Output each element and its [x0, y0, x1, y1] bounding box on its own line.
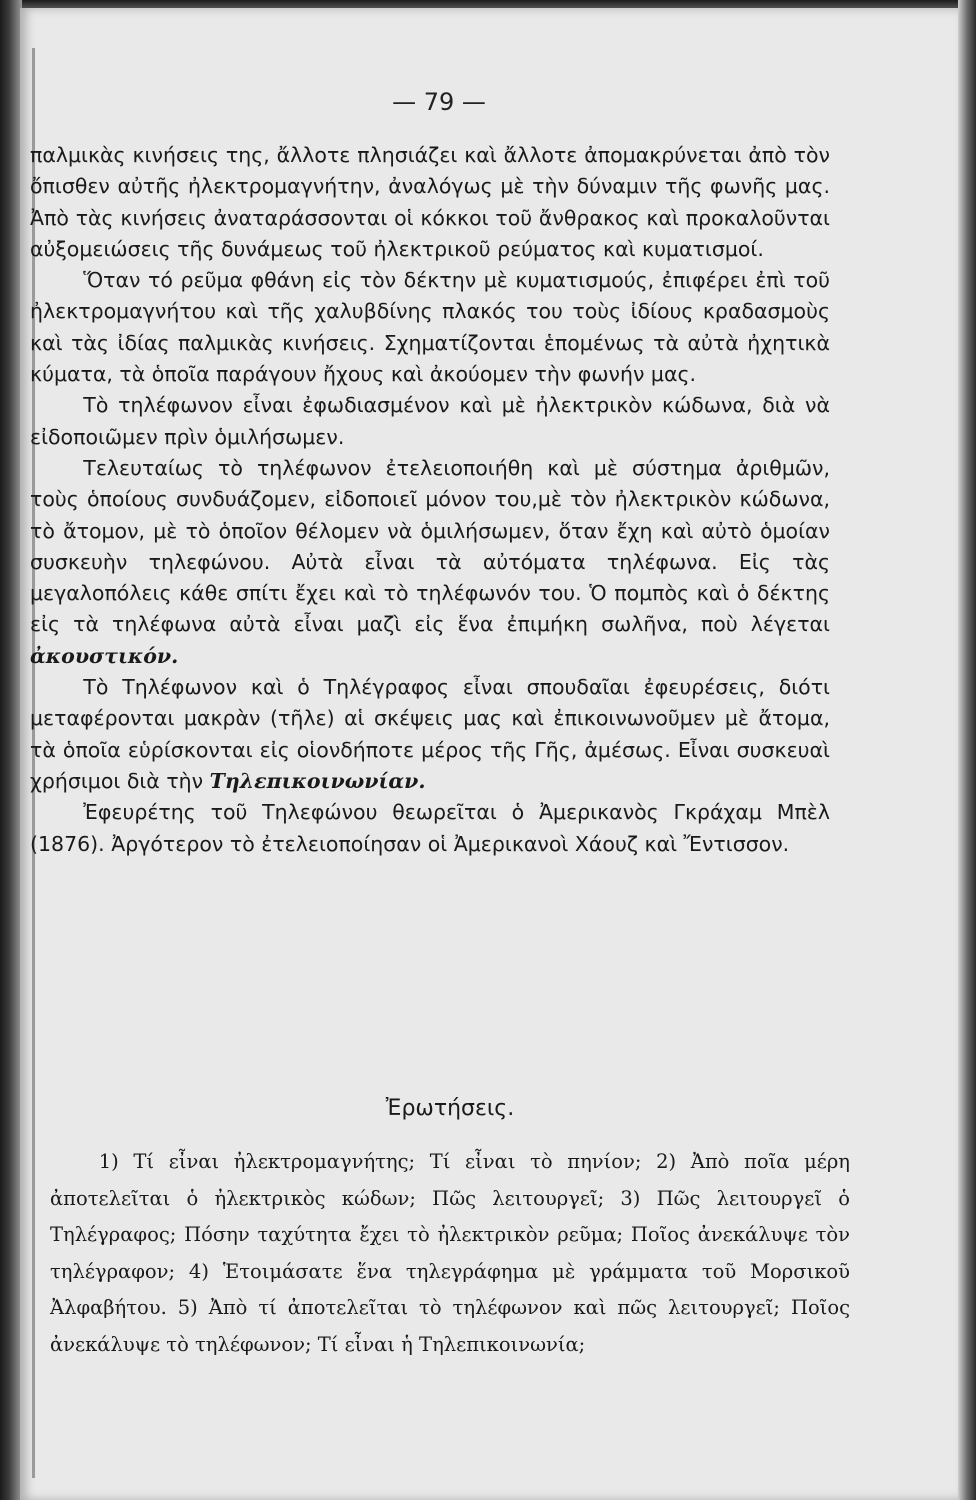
paragraph-2: Ὅταν τό ρεῦμα φθάνη εἰς τὸν δέκτην μὲ κυματισμούς, ἐπιφέρει ἐπὶ τοῦ ἠλεκτρομαγνήτου καὶ τῆς χαλυβδίνης πλακός του τοὺς ἰδίους κραδασμοὺς καὶ τὰς ἰδίας παλμικὰς κινήσεις. Σχηματίζονται ἑπομένως τὰ αὐτὰ ἠχητικὰ κύματα, τὰ ὁποῖα παράγουν ἤχους καὶ ἀκούομεν τὴν φωνήν μας. [30, 268, 830, 387]
book-page [20, 8, 958, 1500]
questions-heading: Ἐρωτήσεις. [385, 1096, 515, 1121]
paragraph-4-text: Τελευταίως τὸ τηλέφωνον ἐτελειοποιήθη καὶ μὲ σύστημα ἀριθμῶν, τοὺς ὁποίους συνδυάζομεν, εἰδοποιεῖ μόνον του,μὲ τὸν ἠλεκτρικὸν κώδωνα, τὸ ἄτομον, μὲ τὸ ὁποῖον θέλομεν νὰ ὁμιλήσωμεν, ὅταν ἔχη καὶ αὐτὸ ὁμοίαν συσκευὴν τηλεφώνου. Αὐτὰ εἶναι τὰ αὐτόματα τηλέφωνα. Εἰς τὰς μεγαλοπόλεις κάθε σπίτι ἔχει καὶ τὸ τηλέφωνόν του. Ὁ πομπὸς καὶ ὁ δέκτης εἰς τὰ τηλέφωνα αὐτὰ εἶναι μαζὶ εἰς ἕνα ἐπιμήκη σωλῆνα, ποὺ λέγεται [30, 455, 830, 637]
scan-right-edge [958, 0, 976, 1500]
questions-text: 1) Τί εἶναι ἠλεκτρομαγνήτης; Τί εἶναι τὸ πηνίον; 2) Ἀπὸ ποῖα μέρη ἀποτελεῖται ὁ ἠλεκτρικὸς κώδων; Πῶς λειτουργεῖ; 3) Πῶς λειτουργεῖ ὁ Τηλέγραφος; Πόσην ταχύτητα ἔχει τὸ ἠλεκτρικὸν ρεῦμα; Ποῖος ἀνεκάλυψε τὸν τηλέγραφον; 4) Ἑτοιμάσατε ἕνα τηλεγράφημα μὲ γράμματα τοῦ Μορσικοῦ Ἀλφαβήτου. 5) Ἀπὸ τί ἀποτελεῖται τὸ τηλέφωνον καὶ πῶς λειτουργεῖ; Ποῖος ἀνεκάλυψε τὸ τηλέφωνον; Τί εἶναι ἡ Τηλεπικοινωνία; [50, 1150, 850, 1356]
paragraph-1: παλμικὰς κινήσεις της, ἄλλοτε πλησιάζει καὶ ἄλλοτε ἀπομακρύνεται ἀπὸ τὸν ὄπισθεν αὐτῆς ἠλεκτρομαγνήτην, ἀναλόγως μὲ τὴν δύναμιν τῆς φωνῆς μας. Ἀπὸ τὰς κινήσεις ἀναταράσσονται οἱ κόκκοι τοῦ ἄνθρακος καὶ προκαλοῦνται αὐξομειώσεις τῆς δυνάμεως τοῦ ἠλεκτρικοῦ ρεύματος καὶ κυματισμοί. [30, 143, 830, 261]
paragraph-3: Τὸ τηλέφωνον εἶναι ἐφωδιασμένον καὶ μὲ ἠλεκτρικὸν κώδωνα, διὰ νὰ εἰδοποιῶμεν πρὶν ὁμιλήσωμεν. [30, 393, 830, 449]
scan-left-edge [0, 0, 22, 1500]
page-number: — 79 — [392, 88, 486, 116]
term-akoustikon: ἀκουστικόν. [30, 643, 179, 668]
paragraph-5-text: Τὸ Τηλέφωνον καὶ ὁ Τηλέγραφος εἶναι σπουδαῖαι ἐφευρέσεις, διότι μεταφέρονται μακρὰν (τῆλε) αἱ σκέψεις μας καὶ ἐπικοινωνοῦμεν μὲ ἄτομα, τὰ ὁποῖα εὑρίσκονται εἰς οἱονδήποτε μέρος τῆς Γῆς, ἀμέσως. Εἶναι συσκευαὶ χρήσιμοι διὰ τὴν [30, 675, 830, 793]
paragraph-4 [30, 453, 830, 672]
body-text [30, 140, 830, 860]
questions-block [50, 1144, 850, 1363]
paragraph-6: Ἐφευρέτης τοῦ Τηλεφώνου θεωρεῖται ὁ Ἀμερικανὸς Γκράχαμ Μπὲλ (1876). Ἀργότερον τὸ ἐτελειοποίησαν οἱ Ἀμερικανοὶ Χάουζ καὶ Ἔντισσον. [30, 800, 830, 856]
paragraph-5 [30, 672, 830, 797]
term-tilepikoinonia: Τηλεπικοινωνίαν. [209, 768, 426, 793]
